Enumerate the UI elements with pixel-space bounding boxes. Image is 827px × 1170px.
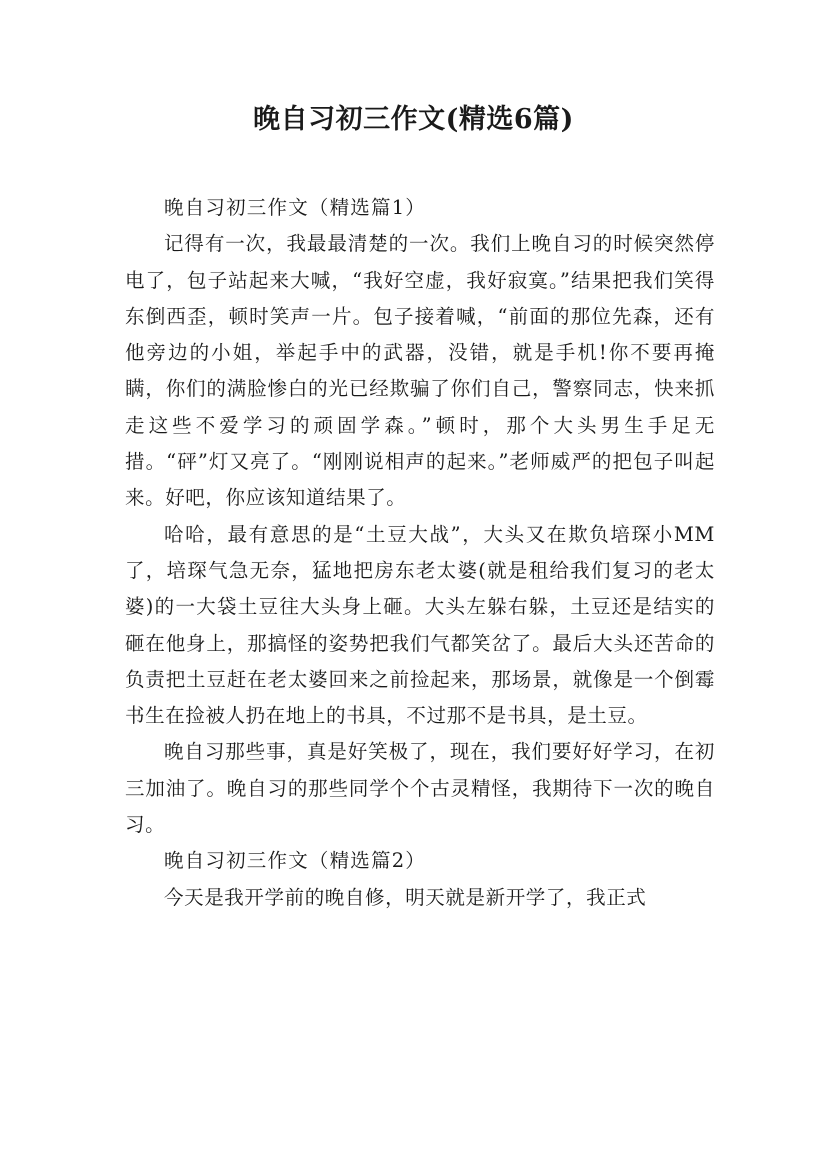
section-heading-2: 晚自习初三作文（精选篇2）	[164, 849, 427, 873]
paragraph: 晚自习那些事，真是好笑极了，现在，我们要好好学习，在初三加油了。晚自习的那些同学个个古灵精怪，我期待下一次的晚自习。	[125, 740, 715, 837]
paragraph: 今天是我开学前的晚自修，明天就是新开学了，我正式	[164, 885, 647, 909]
paragraph: 记得有一次，我最最清楚的一次。我们上晚自习的时候突然停电了，包子站起来大喊，“我好空虚，我好寂寞。”结果把我们笑得东倒西歪，顿时笑声一片。包子接着喊，“前面的那位先森，还有他旁边的小姐，举起手中的武器，没错，就是手机!你不要再掩瞒，你们的满脸惨白的光已经欺骗了你们自己，警察同志，快来抓走这些不爱学习的顽固学森。”顿时，那个大头男生手足无措。“砰”灯又亮了。“刚刚说相声的起来。”老师威严的把包子叫起来。好吧，你应该知道结果了。	[125, 232, 715, 510]
document-title: 晚自习初三作文(精选6篇)	[253, 104, 574, 135]
document-body	[125, 190, 715, 916]
section-heading-1: 晚自习初三作文（精选篇1）	[164, 196, 427, 219]
paragraph: 哈哈，最有意思的是“土豆大战”，大头又在欺负培琛小MM了，培琛气急无奈，猛地把房东老太婆(就是租给我们复习的老太婆)的一大袋土豆往大头身上砸。大头左躲右躲，土豆还是结实的砸在他身上，那搞怪的姿势把我们气都笑岔了。最后大头还苦命的负责把土豆赶在老太婆回来之前捡起来，那场景，就像是一个倒霉书生在捡被人扔在地上的书具，不过那不是书具，是土豆。	[125, 522, 715, 728]
